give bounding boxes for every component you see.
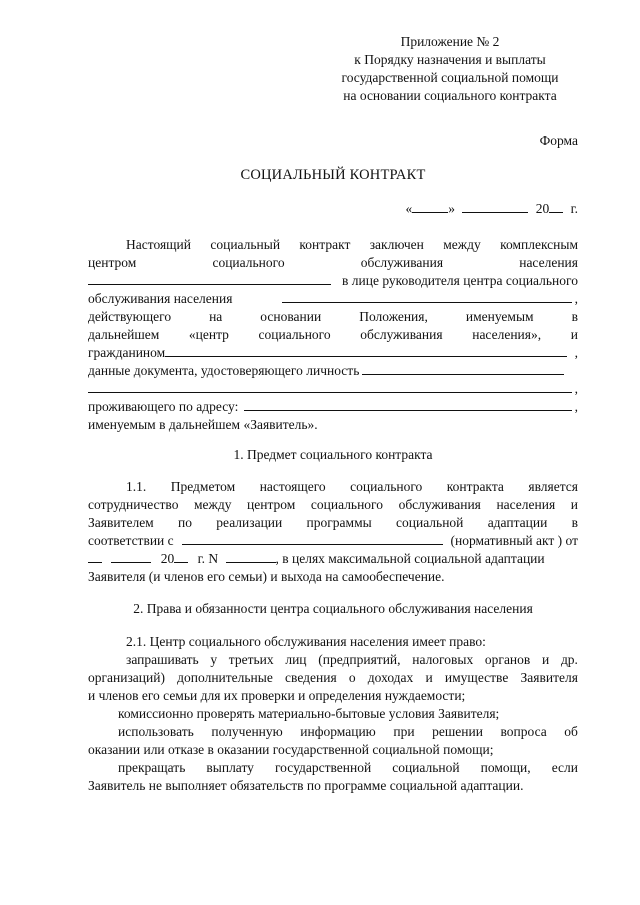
s1-word: обслуживания: [398, 497, 481, 512]
year-prefix: 20: [535, 201, 550, 216]
s1-text: (нормативный акт ) от: [450, 533, 578, 548]
s1-word: населения: [496, 497, 556, 512]
s1-line-2: [88, 496, 578, 514]
director-name-blank[interactable]: [282, 291, 571, 303]
intro-text: ,: [574, 345, 578, 360]
s2-word: о: [348, 670, 356, 685]
act-month-blank[interactable]: [111, 551, 151, 563]
s2-word: государственной: [274, 760, 372, 775]
s2-word: организаций): [88, 670, 165, 685]
s1-word: сотрудничество: [88, 497, 179, 512]
intro-word: действующего: [88, 309, 172, 324]
s2-word: у: [210, 652, 218, 667]
document-title: СОЦИАЛЬНЫЙ КОНТРАКТ: [240, 167, 426, 183]
s2-word: использовать: [118, 724, 194, 739]
appendix-line-4: на основании социального контракта: [343, 88, 557, 103]
act-year-blank[interactable]: [174, 551, 188, 563]
s1-word: Заявителем: [88, 515, 154, 530]
intro-word: населения: [519, 255, 578, 270]
intro-line-2: [88, 254, 578, 272]
intro-line-5: [88, 308, 578, 326]
s2-word: органов: [484, 652, 531, 667]
act-number-label: г. N: [197, 551, 219, 566]
s2-word: запрашивать: [126, 652, 199, 667]
intro-line-11: именуемым в дальнейшем «Заявитель».: [88, 417, 318, 432]
intro-word: в: [571, 309, 578, 324]
address-blank[interactable]: [244, 399, 571, 411]
intro-word: социальный: [210, 237, 281, 252]
intro-word: именуемым: [465, 309, 534, 324]
s1-word: в: [571, 515, 578, 530]
intro-word: основании: [260, 309, 322, 324]
intro-word: на: [209, 309, 223, 324]
s2-word: выплату: [206, 760, 254, 775]
s1-line-4: [88, 532, 578, 550]
s2-word: Заявителя: [520, 670, 578, 685]
intro-word: дальнейшем: [88, 327, 160, 342]
intro-word: обслуживания: [360, 327, 443, 342]
intro-text: проживающего по адресу:: [88, 399, 239, 414]
appendix-line-3: государственной социальной помощи: [341, 70, 559, 85]
s1-word: социального: [350, 479, 423, 494]
appendix-line-2: к Порядку назначения и выплаты: [354, 52, 546, 67]
form-label: Форма: [539, 133, 578, 148]
s1-word: 1.1.: [126, 479, 147, 494]
intro-text: ,: [574, 399, 578, 414]
section-1-heading: 1. Предмет социального контракта: [233, 447, 433, 462]
s1-line-5: [88, 550, 578, 568]
intro-text: гражданином: [88, 345, 166, 360]
s1-word: настоящего: [259, 479, 326, 494]
s2-word: вопроса: [500, 724, 547, 739]
s2-word: помощи,: [480, 760, 531, 775]
s1-word: между: [194, 497, 232, 512]
year-blank[interactable]: [549, 201, 563, 213]
s1-word: программы: [306, 515, 372, 530]
s2-word: лиц: [285, 652, 307, 667]
s1-word: центром: [247, 497, 296, 512]
intro-word: обслуживания: [360, 255, 444, 270]
s2-word: сведения: [285, 670, 337, 685]
s2-p2: комиссионно проверять материально-бытовые условия Заявителя;: [118, 706, 500, 721]
s2-word: об: [564, 724, 578, 739]
intro-line-8: [88, 362, 578, 380]
s1-word: социального: [310, 497, 384, 512]
intro-text: ,: [574, 291, 578, 306]
s1-line-1: [126, 478, 578, 496]
intro-word: комплексным: [500, 237, 578, 252]
s2-word: если: [551, 760, 578, 775]
intro-word: «центр: [188, 327, 229, 342]
s1-word: социальной: [396, 515, 464, 530]
s2-p3-line-2: оказании или отказе в оказании государственной социальной помощи;: [88, 742, 494, 757]
intro-line-7: [88, 344, 578, 362]
s1-text: соответствии с: [88, 533, 174, 548]
id-document-blank-2[interactable]: [88, 381, 572, 393]
s2-word: полученную: [211, 724, 283, 739]
day-blank[interactable]: [412, 201, 448, 213]
s2-word: прекращать: [118, 760, 186, 775]
s1-text: , в целях максимальной социальной адаптации: [275, 551, 545, 566]
s1-word: контракта: [446, 479, 504, 494]
s2-p1-line-3: и членов его семьи для их проверки и определения нуждаемости;: [88, 688, 466, 703]
date-close-quote: »: [448, 201, 455, 216]
month-blank[interactable]: [462, 201, 528, 213]
intro-text: данные документа, удостоверяющего личность: [88, 363, 360, 378]
s2-word: решении: [432, 724, 483, 739]
citizen-name-blank[interactable]: [165, 345, 566, 357]
s2-word: налоговых: [412, 652, 474, 667]
s2-p3-line-1: [118, 723, 578, 741]
s2-subheading: 2.1. Центр социального обслуживания населения имеет право:: [126, 634, 486, 649]
s2-word: информацию: [300, 724, 376, 739]
s1-word: Предметом: [170, 479, 236, 494]
s2-word: дополнительные: [177, 670, 273, 685]
s2-word: (предприятий,: [318, 652, 401, 667]
intro-word: и: [570, 327, 578, 342]
s2-word: и: [425, 670, 433, 685]
intro-line-3: [88, 272, 578, 290]
intro-text: обслуживания населения: [88, 291, 233, 306]
s2-word: др.: [560, 652, 578, 667]
s1-word: и: [570, 497, 578, 512]
s2-p4-line-2: Заявитель не выполняет обязательств по программе социальной адаптации.: [88, 778, 524, 793]
section-2-heading: 2. Права и обязанности центра социального обслуживания населения: [133, 601, 533, 616]
s1-word: адаптации: [487, 515, 548, 530]
act-number-blank[interactable]: [226, 551, 276, 563]
intro-text: в лице руководителя центра социального: [342, 273, 578, 288]
s1-word: реализации: [216, 515, 283, 530]
intro-text: ,: [574, 381, 578, 396]
s1-line-6: Заявителя (и членов его семьи) и выхода на самообеспечение.: [88, 569, 445, 584]
intro-word: центром: [88, 255, 137, 270]
intro-word: социального: [212, 255, 285, 270]
s2-word: социальной: [392, 760, 460, 775]
id-document-blank[interactable]: [362, 363, 564, 375]
s2-p1-line-1: [126, 651, 578, 669]
s2-word: третьих: [228, 652, 274, 667]
intro-word: контракт: [299, 237, 351, 252]
intro-line-1: [126, 236, 578, 254]
intro-word: заключен: [369, 237, 424, 252]
year-suffix: г.: [570, 201, 578, 216]
act-day-blank[interactable]: [88, 551, 102, 563]
intro-word: между: [443, 237, 481, 252]
s2-word: и: [542, 652, 550, 667]
s2-word: имуществе: [444, 670, 509, 685]
date-line: [88, 200, 578, 218]
date-open-quote: «: [405, 201, 413, 216]
intro-line-9: [88, 380, 578, 398]
s2-word: доходах: [367, 670, 414, 685]
intro-line-4: [88, 290, 578, 308]
intro-line-6: [88, 326, 578, 344]
s2-p4-line-1: [118, 759, 578, 777]
s2-p1-line-2: [88, 669, 578, 687]
intro-word: социального: [258, 327, 331, 342]
intro-word: населения»,: [472, 327, 542, 342]
appendix-line-1: Приложение № 2: [400, 34, 500, 49]
normative-act-blank[interactable]: [182, 533, 443, 545]
s1-word: по: [178, 515, 192, 530]
intro-line-10: [88, 398, 578, 416]
intro-word: Положения,: [359, 309, 428, 324]
s2-word: при: [393, 724, 415, 739]
s1-line-3: [88, 514, 578, 532]
intro-word: Настоящий: [126, 237, 192, 252]
act-year-prefix: 20: [160, 551, 175, 566]
center-name-blank[interactable]: [88, 273, 331, 285]
s1-word: является: [528, 479, 578, 494]
